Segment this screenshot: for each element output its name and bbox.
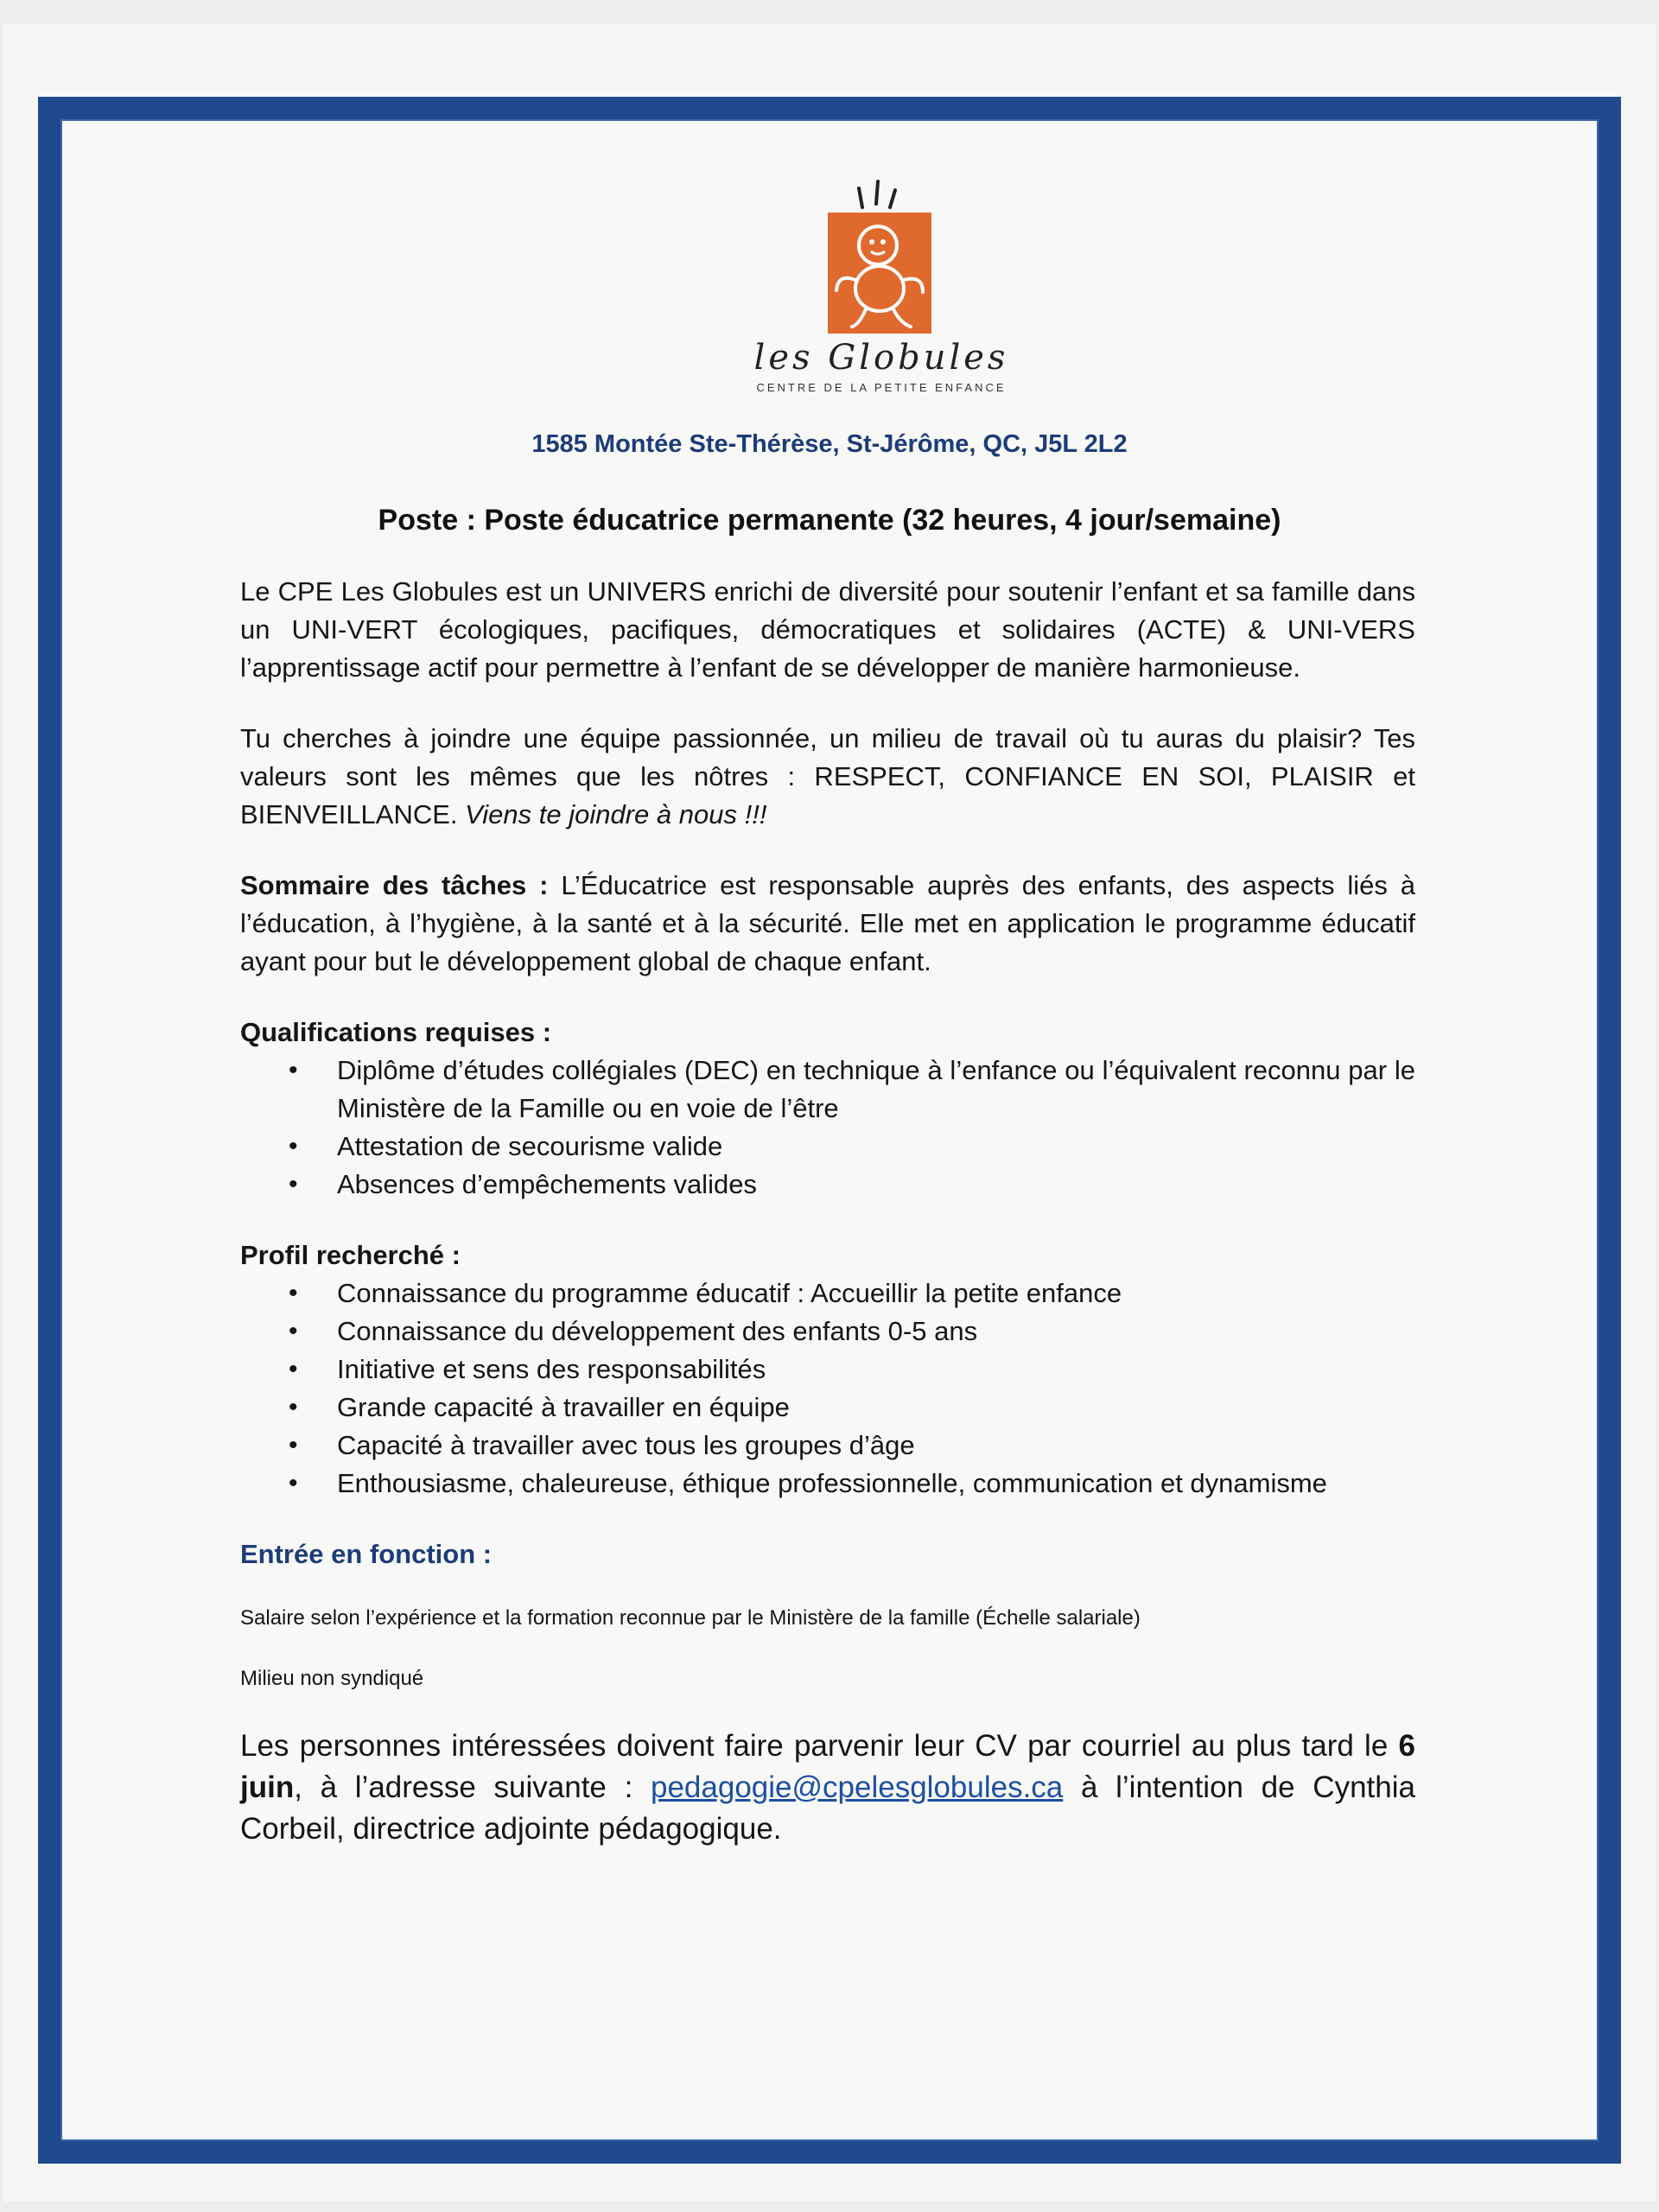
profil-heading: Profil recherché :	[240, 1240, 461, 1270]
entree-heading: Entrée en fonction :	[240, 1539, 493, 1569]
profil-list	[240, 1274, 1415, 1503]
salaire-text: Salaire selon l’expérience et la formation reconnue par le Ministère de la famille (Échelle salariale)	[240, 1606, 1141, 1630]
cpe-logo	[717, 169, 1028, 394]
address: 1585 Montée Ste-Thérèse, St-Jérôme, QC, J5L 2L2	[531, 430, 1128, 458]
apply-text-1: Les personnes intéressées doivent faire parvenir leur CV par courriel au plus tard le	[240, 1729, 1389, 1763]
list-item: • Connaissance du programme éducatif : Accueillir la petite enfance	[337, 1274, 1415, 1313]
list-item: • Grande capacité à travailler en équipe	[337, 1389, 1415, 1427]
list-item: • Absences d’empêchements valides	[337, 1166, 1415, 1204]
qualifications-list	[240, 1052, 1415, 1204]
apply-date: 6 juin	[240, 1729, 1415, 1804]
apply-text-3: à l’intention de Cynthia Corbeil, directrice adjointe pédagogique.	[240, 1770, 1415, 1846]
list-item: • Enthousiasme, chaleureuse, éthique professionnelle, communication et dynamisme	[337, 1465, 1415, 1503]
apply-paragraph	[240, 1726, 1415, 1850]
list-item: • Attestation de secourisme valide	[337, 1128, 1415, 1166]
logo-subtitle: CENTRE DE LA PETITE ENFANCE	[756, 381, 1007, 394]
logo-name: les Globules	[753, 338, 1009, 378]
qualifications-heading: Qualifications requises :	[240, 1017, 552, 1047]
intro-paragraph: Le CPE Les Globules est un UNIVERS enrichi de diversité pour soutenir l’enfant et sa famille dans un UNI-VERT écologiques, pacifiques, démocratiques et solidaires (ACTE) & UNI-VERS l’apprentissage actif pour permettre à l’enfant de se développer de manière harmonieuse.	[240, 576, 1415, 683]
pitch-emphasis: Viens te joindre à nous !!!	[465, 799, 767, 830]
pitch-text: Tu cherches à joindre une équipe passionnée, un milieu de travail où tu auras du plaisir? Tes valeurs sont les mêmes que les nôtres : RESPECT, CONFIANCE EN SOI, PLAISIR et BIENVEILLANCE.	[240, 723, 1415, 830]
sommaire-paragraph	[240, 867, 1415, 981]
milieu-text: Milieu non syndiqué	[240, 1667, 424, 1690]
pitch-paragraph	[240, 720, 1415, 834]
logo-square	[828, 213, 931, 334]
email-link[interactable]: pedagogie@cpelesglobules.ca	[651, 1770, 1064, 1804]
child-figure-icon	[828, 213, 931, 334]
document-frame	[38, 97, 1621, 2164]
paper-sheet	[3, 24, 1656, 2202]
apply-text-2: , à l’adresse suivante :	[294, 1770, 633, 1804]
logo-rays-icon	[847, 169, 907, 213]
list-item: • Connaissance du développement des enfants 0-5 ans	[337, 1313, 1415, 1351]
sommaire-label: Sommaire des tâches :	[240, 870, 549, 900]
list-item: • Initiative et sens des responsabilités	[337, 1351, 1415, 1389]
list-item: • Capacité à travailler avec tous les groupes d’âge	[337, 1427, 1415, 1465]
job-title: Poste : Poste éducatrice permanente (32 heures, 4 jour/semaine)	[378, 504, 1281, 537]
list-item: • Diplôme d’études collégiales (DEC) en technique à l’enfance ou l’équivalent reconnu par le Ministère de la Famille ou en voie de l’être	[337, 1052, 1415, 1128]
sommaire-text: L’Éducatrice est responsable auprès des enfants, des aspects liés à l’éducation, à l’hygiène, à la santé et à la sécurité. Elle met en application le programme éducatif ayant pour but le développement global de chaque enfant.	[240, 870, 1415, 976]
document-body	[240, 573, 1415, 1883]
